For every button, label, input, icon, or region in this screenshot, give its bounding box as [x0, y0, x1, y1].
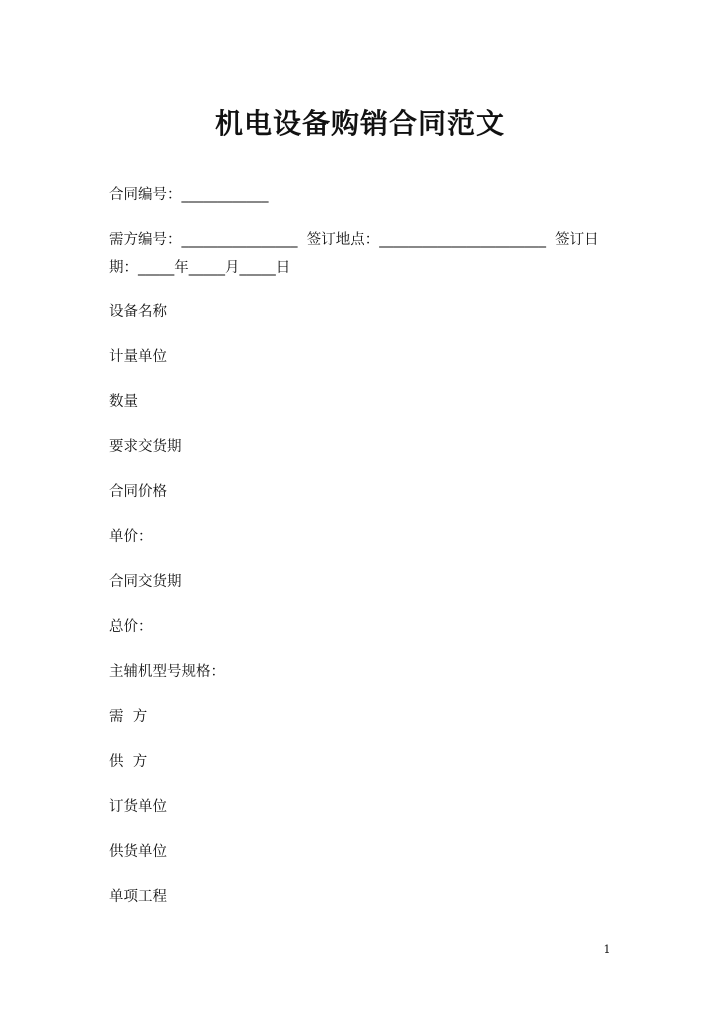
- item-supplying-unit: 供货单位: [109, 844, 167, 860]
- page-number: 1: [603, 943, 611, 956]
- buyer-number-line: 需方编号：________________ 签订地点：_______________________ 签订日: [109, 232, 599, 248]
- document-title: 机电设备购销合同范文: [214, 107, 505, 140]
- item-supplier: 供 方: [109, 754, 148, 770]
- item-unit: 计量单位: [109, 349, 167, 365]
- item-total-price: 总价：: [109, 619, 153, 635]
- item-equipment-name: 设备名称: [109, 304, 167, 320]
- contract-number-line: 合同编号：____________: [109, 187, 269, 203]
- item-single-project: 单项工程: [109, 889, 167, 905]
- item-delivery-requirement: 要求交货期: [109, 439, 182, 455]
- item-unit-price: 单价：: [109, 529, 153, 545]
- signing-date-line: 期：_____年_____月_____日: [109, 260, 291, 276]
- item-contract-delivery: 合同交货期: [109, 574, 182, 590]
- item-buyer: 需 方: [109, 709, 148, 725]
- item-quantity: 数量: [109, 394, 138, 410]
- item-model-spec: 主辅机型号规格：: [109, 664, 225, 680]
- item-ordering-unit: 订货单位: [109, 799, 167, 815]
- item-contract-price: 合同价格: [109, 484, 167, 500]
